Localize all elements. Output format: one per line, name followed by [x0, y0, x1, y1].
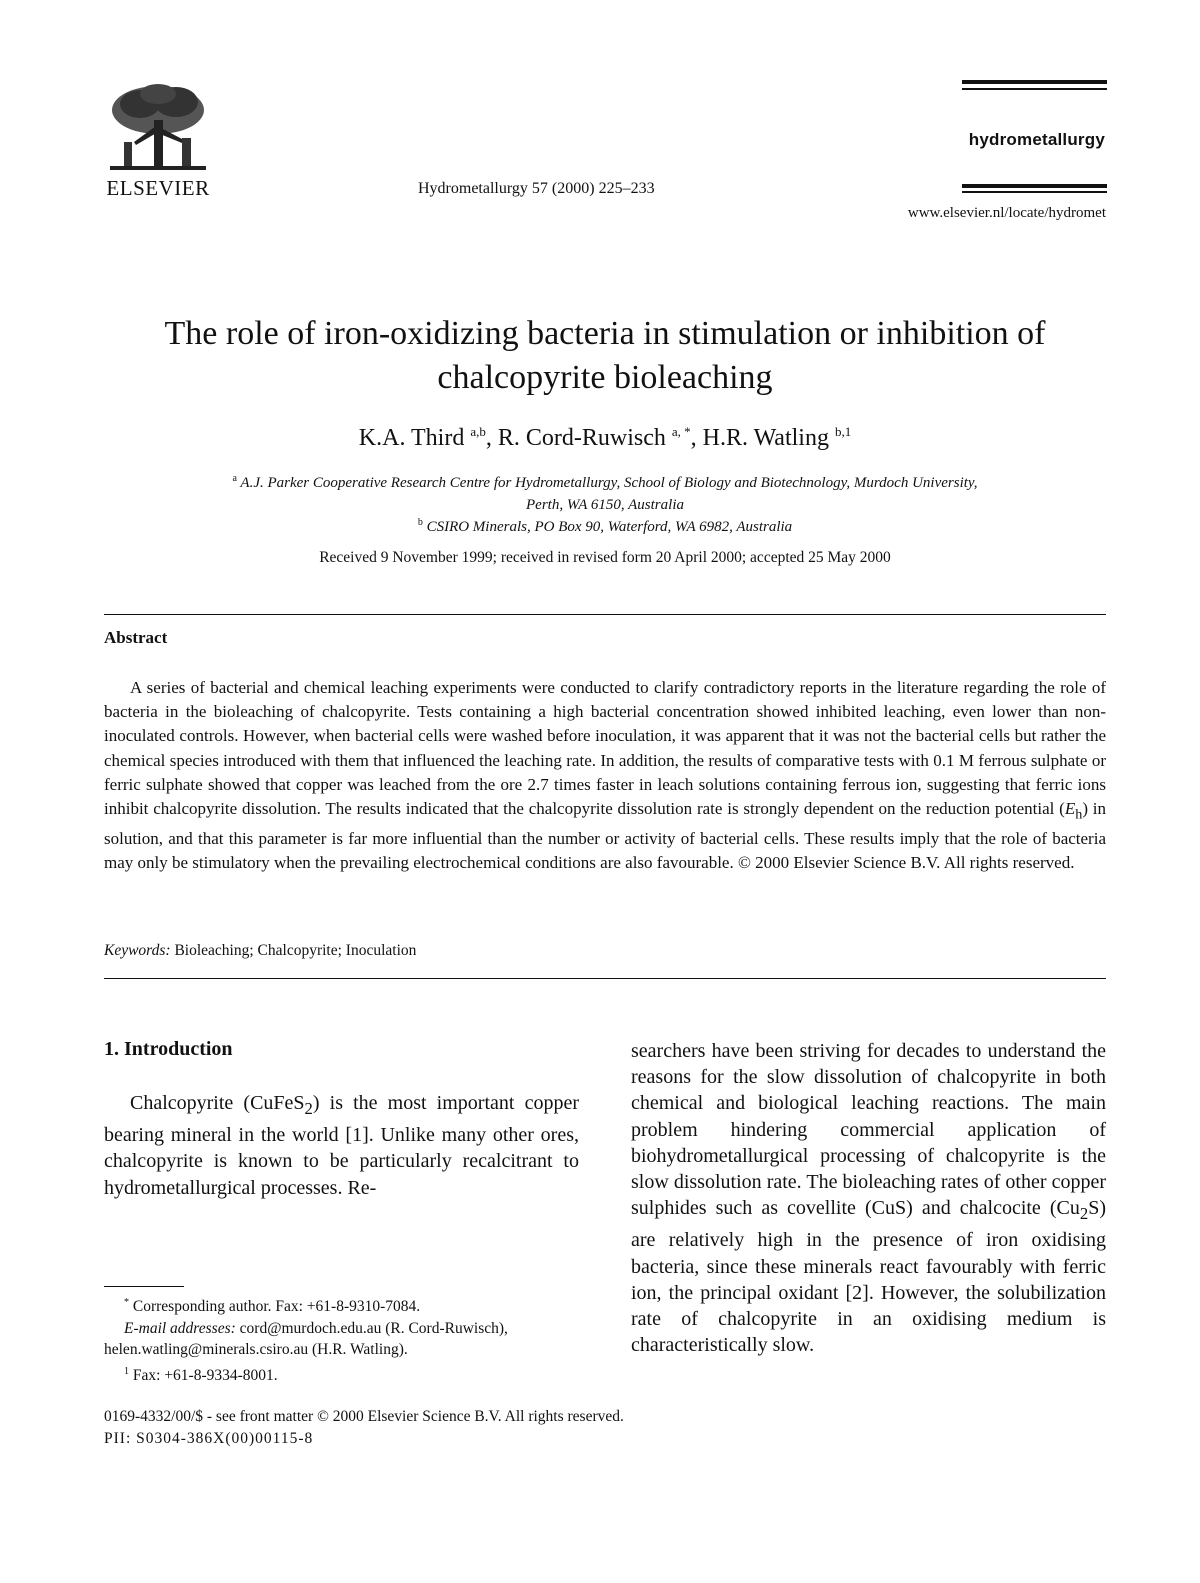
- abstract-text-part: ) in solution, and that this parameter is far more influential than the number or activity of bacterial cells. These results imply that the role of bacteria may only be stimulatory when the prevailing electrochemical conditions are also favourable. © 2000 Elsevier Science B.V. All rights reserved.: [104, 799, 1106, 872]
- abstract-text-part: A series of bacterial and chemical leaching experiments were conducted to clarify contradictory reports in the literature regarding the role of bacteria in the bioleaching of chalcopyrite. Tests containing a high bacterial concentration showed inhibited leaching, even lower than non-inoculated controls. However, when bacterial cells were washed before inoculation, it was apparent that it was not the bacterial cells but rather the chemical species introduced with them that influenced the leaching rate. In addition, the results of comparative tests with 0.1 M ferrous sulphate or ferric sulphate showed that copper was leached from the ore 2.7 times faster in leach solutions containing ferrous ion, suggesting that ferric ions inhibit chalcopyrite dissolution. The results indicated that the chalcopyrite dissolution rate is strongly dependent on the reduction potential (: [104, 678, 1106, 819]
- email-link[interactable]: cord@murdoch.edu.au (R. Cord-Ruwisch),: [239, 1319, 508, 1337]
- author-name: H.R. Watling: [702, 425, 829, 451]
- issn-line: 0169-4332/00/$ - see front matter © 2000 Elsevier Science B.V. All rights reserved.: [104, 1408, 624, 1425]
- received-dates: Received 9 November 1999; received in revised form 20 April 2000; accepted 25 May 2000: [319, 549, 891, 566]
- affiliation-mark: a: [232, 473, 237, 484]
- title-line-1: The role of iron-oxidizing bacteria in stimulation or inhibition of: [164, 315, 1046, 352]
- footnote-mark: *: [124, 1297, 129, 1308]
- affiliation-text: Perth, WA 6150, Australia: [526, 497, 684, 513]
- author-name: K.A. Third: [358, 425, 465, 451]
- journal-url-link[interactable]: www.elsevier.nl/locate/hydromet: [907, 205, 1106, 221]
- author-list: K.A. Third $^{a,b}$, R. Cord-Ruwisch $^{a, *}$, H.R. Watling $^{b,1}$: [358, 424, 852, 451]
- paragraph-text: Chalcopyrite (CuFeS: [130, 1092, 305, 1114]
- body-column-right: [631, 1038, 1106, 1358]
- author-affil-mark: a, *: [671, 424, 691, 439]
- affiliation-mark: b: [417, 517, 423, 528]
- tree-icon: [104, 82, 212, 174]
- abstract-text: [104, 676, 1106, 875]
- author-affil-mark: a,b: [470, 424, 486, 439]
- affiliation-text: CSIRO Minerals, PO Box 90, Waterford, WA 6982, Australia: [426, 519, 793, 535]
- divider: [104, 614, 1106, 615]
- pii-line: PII: S0304-386X(00)00115-8: [104, 1430, 314, 1447]
- section-heading: 1. Introduction: [104, 1038, 233, 1060]
- email-label: E-mail addresses:: [124, 1319, 236, 1337]
- copyright-footer: [104, 1406, 624, 1450]
- affiliation-a: [104, 468, 1106, 516]
- footnotes: [104, 1292, 579, 1386]
- body-column-left: [104, 1090, 579, 1201]
- header-rule-top: [962, 80, 1107, 84]
- author-name: R. Cord-Ruwisch: [497, 425, 666, 451]
- divider: [104, 978, 1106, 979]
- subscript: 2: [304, 1099, 313, 1118]
- email-link[interactable]: helen.watling@minerals.csiro.au (H.R. Watling).: [104, 1341, 408, 1359]
- abstract-heading: Abstract: [104, 628, 168, 647]
- article-title: [104, 312, 1106, 400]
- footnote-mark: 1: [124, 1365, 129, 1377]
- journal-name: hydrometallurgy: [968, 130, 1105, 149]
- publisher-logo-text: ELSEVIER: [106, 176, 210, 200]
- footnote-text: Fax: +61-8-9334-8001.: [132, 1366, 278, 1384]
- paragraph-text: searchers have been striving for decades to understand the reasons for the slow dissolution of chalcopyrite in both chemical and biological leaching reactions. The main problem hindering commercial application of biohydrometallurgical processing of chalcopyrite is the slow dissolution rate. The bioleaching rates of other copper sulphides such as covellite (CuS) and chalcocite (Cu: [631, 1040, 1106, 1220]
- paragraph-text: ) is the most important copper bearing mineral in the world [1]. Unlike many other ores, chalcopyrite is known to be particularly recalcitrant to hydrometallurgical processes. Re-: [104, 1092, 579, 1199]
- header-rule-top-thin: [962, 88, 1107, 90]
- subscript: 2: [1079, 1204, 1089, 1224]
- header-rule-bottom-thin: [962, 191, 1107, 193]
- affiliation-text: A.J. Parker Cooperative Research Centre for Hydrometallurgy, School of Biology and Biotechnology, Murdoch University,: [240, 475, 978, 491]
- affiliation-b: [104, 512, 1106, 538]
- footnote-rule: [104, 1286, 184, 1287]
- eh-symbol: E: [1064, 799, 1076, 819]
- header-rule-bottom: [962, 184, 1107, 188]
- keywords-label: Keywords:: [104, 942, 171, 959]
- keywords-list: Bioleaching; Chalcopyrite; Inoculation: [174, 942, 417, 959]
- author-affil-mark: b,1: [834, 424, 852, 439]
- paragraph-text: S) are relatively high in the presence of iron oxidising bacteria, since these minerals react favourably with ferric ion, the principal oxidant [2]. However, the solubilization rate of chalcopyrite in an oxidising medium is characteristically slow.: [631, 1197, 1106, 1357]
- journal-citation: Hydrometallurgy 57 (2000) 225–233: [418, 180, 655, 197]
- keywords: [104, 942, 416, 960]
- title-line-2: chalcopyrite bioleaching: [437, 359, 773, 396]
- footnote-text: Corresponding author. Fax: +61-8-9310-7084.: [132, 1298, 421, 1316]
- eh-subscript: h: [1075, 806, 1083, 823]
